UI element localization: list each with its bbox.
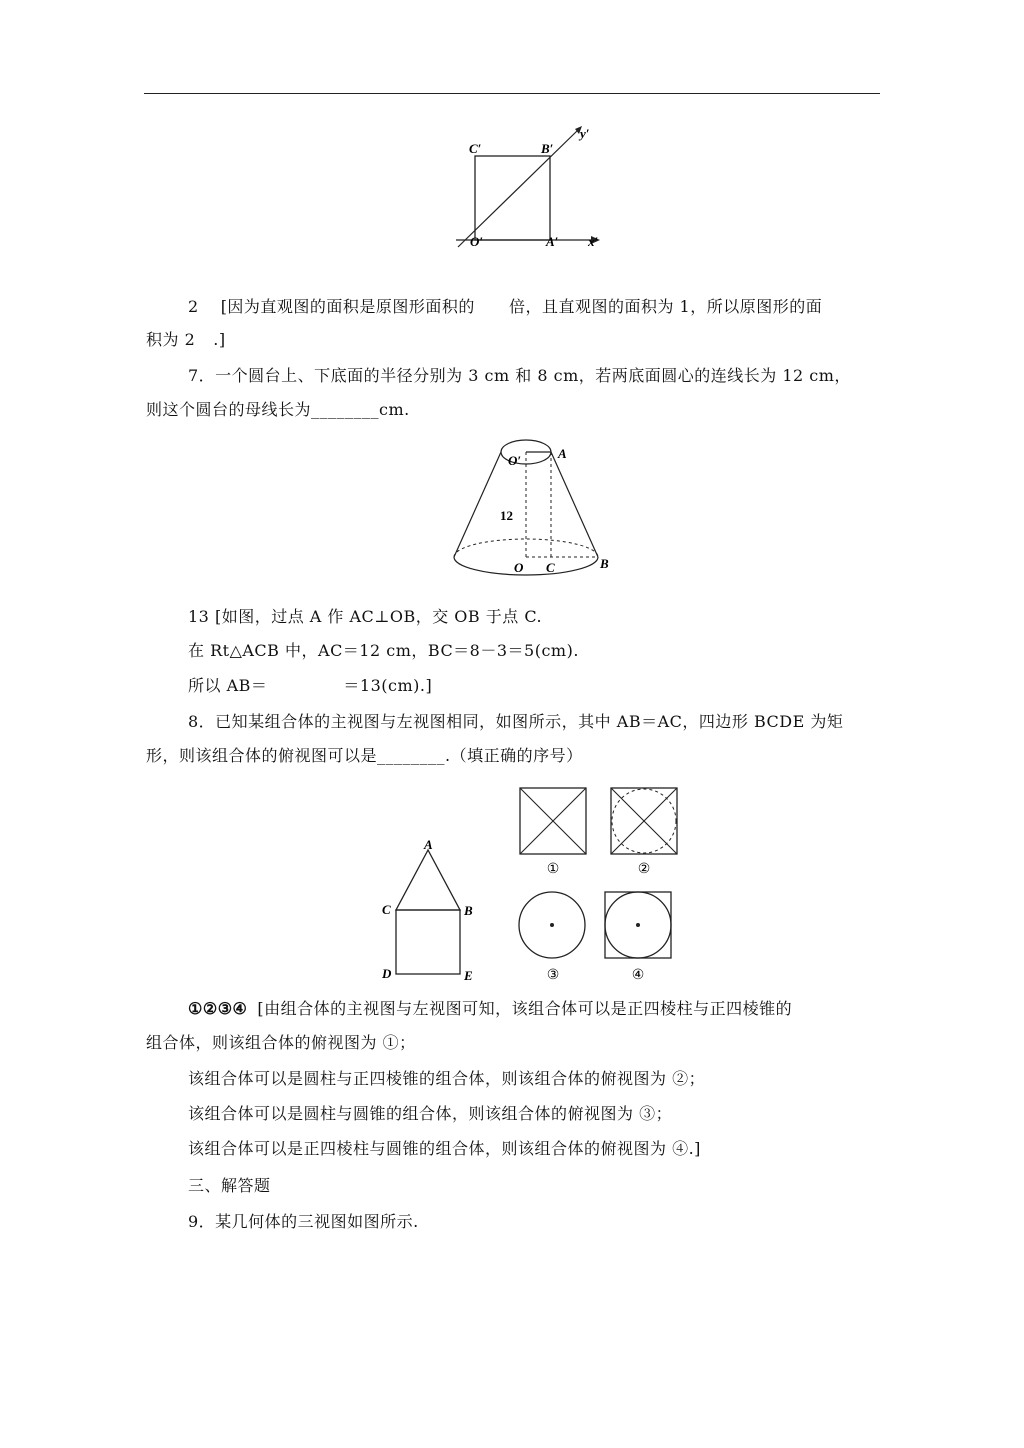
label-o: O — [514, 560, 524, 575]
label-o-top: O′ — [508, 453, 522, 468]
q8-answer-line3: 该组合体可以是圆柱与正四棱锥的组合体，则该组合体的俯视图为 ②； — [188, 1069, 706, 1088]
label-a-prime: A′ — [546, 234, 559, 249]
q7-answer-line2: 在 Rt△ACB 中，AC＝12 cm，BC＝8－3＝5(cm). — [188, 641, 579, 660]
label-view-1: ① — [546, 862, 560, 877]
q7-answer-line1: 13 [如图，过点 A 作 AC⊥OB，交 OB 于点 C. — [188, 607, 543, 626]
label-house-b: B — [464, 903, 473, 918]
q7-line1: 7．一个圆台上、下底面的半径分别为 3 cm 和 8 cm，若两底面圆心的连线长为 12 cm， — [188, 366, 851, 385]
header-rule — [144, 93, 880, 94]
q8-line1: 8．已知某组合体的主视图与左视图相同，如图所示，其中 AB＝AC，四边形 BCDE 为矩 — [188, 712, 844, 731]
label-b: B — [600, 556, 609, 571]
label-c: C — [546, 560, 555, 575]
figure-frustum — [440, 432, 630, 588]
label-view-2: ② — [637, 862, 651, 877]
q6-answer-line1: 2 [因为直观图的面积是原图形面积的 倍，且直观图的面积为 1，所以原图形的面 — [188, 297, 823, 316]
q9-line1: 9．某几何体的三视图如图所示. — [188, 1212, 419, 1231]
q7-answer-line3: 所以 AB＝ ＝13(cm).] — [188, 676, 433, 695]
label-a: A — [558, 446, 567, 461]
q8-answer-line2: 组合体，则该组合体的俯视图为 ①； — [146, 1033, 416, 1052]
label-x-prime: x′ — [588, 234, 599, 249]
label-house-d: D — [382, 966, 392, 981]
figure-top-views — [510, 780, 690, 989]
label-house-c: C — [382, 902, 391, 917]
label-c-prime: C′ — [469, 141, 482, 156]
label-o-prime: O′ — [470, 234, 484, 249]
label-view-3: ③ — [546, 968, 560, 983]
label-house-a: A — [424, 838, 433, 852]
q8-answer-line1: ①②③④ [由组合体的主视图与左视图可知，该组合体可以是正四棱柱与正四棱锥的 — [188, 999, 793, 1018]
q8-line2: 形，则该组合体的俯视图可以是________.（填正确的序号） — [146, 746, 583, 765]
q7-line2: 则这个圆台的母线长为________cm. — [146, 400, 410, 419]
label-b-prime: B′ — [541, 141, 554, 156]
q8-answer-line4: 该组合体可以是圆柱与圆锥的组合体，则该组合体的俯视图为 ③； — [188, 1104, 673, 1123]
q8-answer-line5: 该组合体可以是正四棱柱与圆锥的组合体，则该组合体的俯视图为 ④.] — [188, 1139, 701, 1158]
q6-answer-line2: 积为 2 .] — [146, 330, 226, 349]
label-house-e: E — [464, 968, 473, 983]
figure-front-view — [378, 838, 488, 992]
label-view-4: ④ — [631, 968, 645, 983]
section-3-title: 三、解答题 — [188, 1176, 271, 1195]
label-height: 12 — [500, 508, 513, 523]
figure-oblique-square — [450, 120, 610, 259]
label-y-prime: y′ — [580, 126, 590, 141]
